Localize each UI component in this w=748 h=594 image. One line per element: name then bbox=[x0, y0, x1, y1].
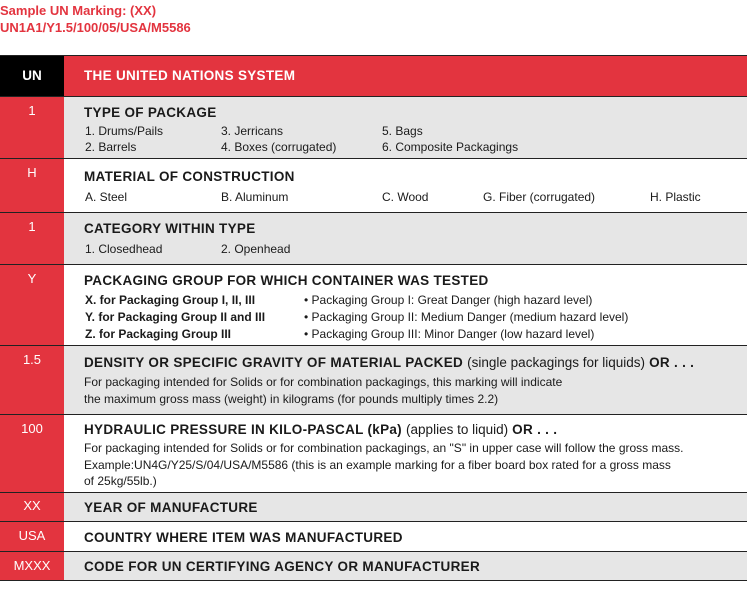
code-cell bbox=[0, 493, 64, 521]
hazard-level-item: • Packaging Group III: Minor Danger (low hazard level) bbox=[304, 327, 595, 341]
row-title: TYPE OF PACKAGE bbox=[84, 105, 217, 120]
material-item: H. Plastic bbox=[650, 190, 701, 204]
code-cell bbox=[0, 552, 64, 580]
package-type-item: 1. Drums/Pails bbox=[85, 124, 164, 138]
row-title: MATERIAL OF CONSTRUCTION bbox=[84, 169, 295, 184]
content-cell bbox=[64, 415, 747, 492]
content-cell bbox=[64, 493, 747, 521]
code-cell bbox=[0, 415, 64, 492]
code-cell bbox=[0, 346, 64, 414]
content-cell bbox=[64, 56, 747, 96]
content-cell bbox=[64, 213, 747, 264]
hazard-level-item: • Packaging Group II: Medium Danger (medium hazard level) bbox=[304, 310, 629, 324]
code-cell bbox=[0, 56, 64, 96]
category-item: 1. Closedhead bbox=[85, 242, 163, 256]
row-title-note: (single packagings for liquids) bbox=[467, 355, 645, 370]
table-row-density bbox=[0, 345, 747, 414]
row-title bbox=[84, 422, 557, 437]
row-title-or: OR . . . bbox=[649, 355, 695, 370]
row-title: THE UNITED NATIONS SYSTEM bbox=[84, 68, 296, 83]
package-type-item: 2. Barrels bbox=[85, 140, 137, 154]
material-item: A. Steel bbox=[85, 190, 128, 204]
row-description: For packaging intended for Solids or for combination packagings, an "S" in upper case will follow the gross mass. bbox=[84, 441, 684, 455]
content-cell bbox=[64, 265, 747, 345]
row-title-text: HYDRAULIC PRESSURE IN KILO-PASCAL (kPa) bbox=[84, 422, 402, 437]
packaging-group-item: Y. for Packaging Group II and III bbox=[85, 310, 266, 324]
packaging-group-item: X. for Packaging Group I, II, III bbox=[85, 293, 256, 307]
table-row-pressure bbox=[0, 414, 747, 492]
table-row-year bbox=[0, 492, 747, 521]
code-label: UN bbox=[22, 68, 42, 83]
material-item: G. Fiber (corrugated) bbox=[483, 190, 596, 204]
table-row-category bbox=[0, 212, 747, 264]
code-cell bbox=[0, 213, 64, 264]
code-label: 1.5 bbox=[22, 352, 42, 367]
package-type-item: 3. Jerricans bbox=[221, 124, 284, 138]
hazard-level-item: • Packaging Group I: Great Danger (high hazard level) bbox=[304, 293, 593, 307]
row-title-or: OR . . . bbox=[512, 422, 558, 437]
content-cell bbox=[64, 522, 747, 551]
table-row-agency bbox=[0, 551, 747, 581]
material-item: B. Aluminum bbox=[221, 190, 289, 204]
content-cell bbox=[64, 552, 747, 580]
row-title: CODE FOR UN CERTIFYING AGENCY OR MANUFACTURER bbox=[84, 559, 481, 574]
row-title: COUNTRY WHERE ITEM WAS MANUFACTURED bbox=[84, 530, 403, 545]
code-label: Y bbox=[27, 271, 37, 286]
material-item: C. Wood bbox=[382, 190, 429, 204]
code-label: 1 bbox=[28, 219, 36, 234]
table-row-packaging-group bbox=[0, 264, 747, 345]
row-description: For packaging intended for Solids or for combination packagings, this marking will indicate bbox=[84, 375, 563, 389]
table-row-country bbox=[0, 521, 747, 551]
content-cell bbox=[64, 159, 747, 212]
row-description: of 25kg/55lb.) bbox=[84, 474, 157, 488]
row-title-note: (applies to liquid) bbox=[406, 422, 509, 437]
code-label: XX bbox=[23, 498, 41, 513]
code-cell bbox=[0, 522, 64, 551]
code-cell bbox=[0, 265, 64, 345]
package-type-item: 5. Bags bbox=[382, 124, 423, 138]
row-description: Example:UN4G/Y25/S/04/USA/M5586 (this is an example marking for a fiber board box rated for a gross mass bbox=[84, 458, 671, 472]
table-row-material bbox=[0, 158, 747, 212]
row-description: the maximum gross mass (weight) in kilograms (for pounds multiply times 2.2) bbox=[84, 392, 499, 406]
code-cell bbox=[0, 159, 64, 212]
code-cell bbox=[0, 97, 64, 158]
row-title: PACKAGING GROUP FOR WHICH CONTAINER WAS TESTED bbox=[84, 273, 489, 288]
row-title: YEAR OF MANUFACTURE bbox=[84, 500, 258, 515]
code-label: H bbox=[27, 165, 37, 180]
row-title bbox=[84, 355, 694, 370]
code-label: 100 bbox=[21, 421, 43, 436]
code-label: MXXX bbox=[13, 558, 51, 573]
row-title-text: DENSITY OR SPECIFIC GRAVITY OF MATERIAL PACKED bbox=[84, 355, 464, 370]
packaging-group-item: Z. for Packaging Group III bbox=[85, 327, 232, 341]
sample-marking-title: Sample UN Marking: (XX) bbox=[0, 3, 157, 18]
package-type-item: 4. Boxes (corrugated) bbox=[221, 140, 337, 154]
category-item: 2. Openhead bbox=[221, 242, 291, 256]
package-type-item: 6. Composite Packagings bbox=[382, 140, 519, 154]
table-header-row bbox=[0, 55, 747, 96]
row-title: CATEGORY WITHIN TYPE bbox=[84, 221, 256, 236]
code-label: 1 bbox=[28, 103, 36, 118]
sample-marking-code: UN1A1/Y1.5/100/05/USA/M5586 bbox=[0, 20, 191, 35]
table-row-type-of-package bbox=[0, 96, 747, 158]
content-cell bbox=[64, 97, 747, 158]
code-label: USA bbox=[18, 528, 46, 543]
content-cell bbox=[64, 346, 747, 414]
